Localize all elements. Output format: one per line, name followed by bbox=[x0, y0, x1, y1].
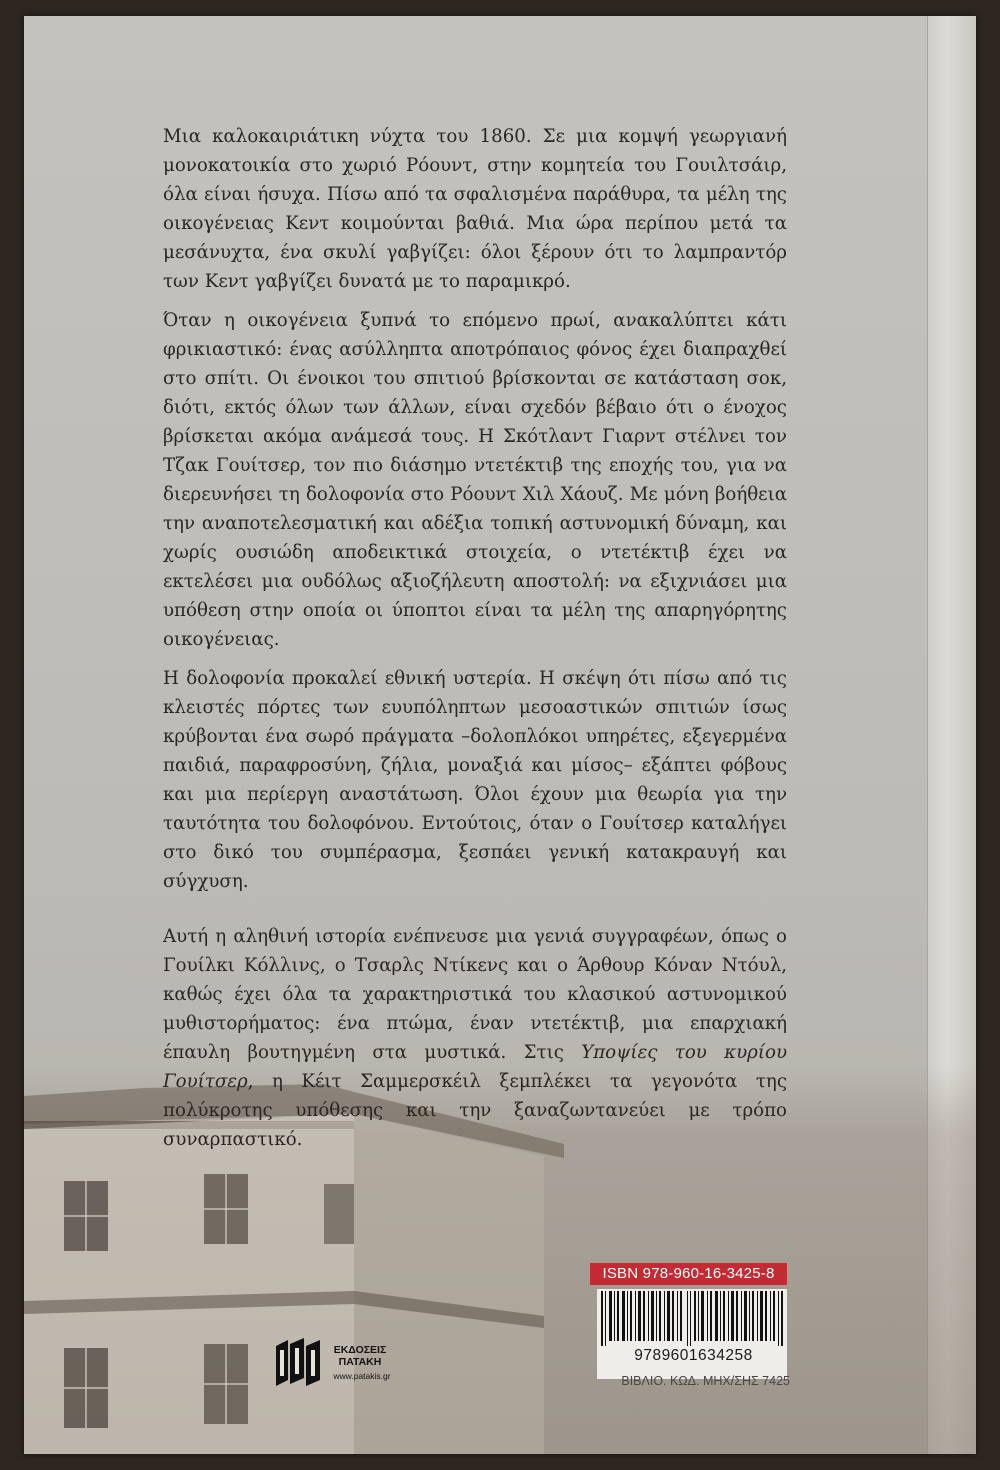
blurb-paragraph: Η δολοφονία προκαλεί εθνική υστερία. Η σκέψη ότι πίσω από τις κλειστές πόρτες των ευυπόληπτων μεσοαστικών σπιτιών ίσως κρύβονται ένα σωρό πράγματα –δολοπλόκοι υπηρέτες, εξεγερμένα παιδιά, παραφροσύνη, ζήλια, μοναξιά και μίσος– εξάπτει φόβους και μια περίεργη αναστάτωση. Όλοι έχουν μια θεωρία για την ταυτότητα του δολοφόνου. Εντούτοις, όταν ο Γουίτσερ καταλήγει στο δικό του συμπέρασμα, ξεσπάει γενική κατακραυγή και σύγχυση. bbox=[163, 668, 787, 892]
barcode-number: 9789601634258 bbox=[601, 1346, 786, 1366]
blurb-paragraph: Μια καλοκαιριάτικη νύχτα του 1860. Σε μια κομψή γεωργιανή μονοκατοικία στο χωριό Ρόουντ, στην κομητεία του Γουιλτσάιρ, όλα είναι ήσυχα. Πίσω από τα σφαλισμένα παράθυρα, τα μέλη της οικογένειας Κεντ κοιμούνται βαθιά. Μια ώρα περίπου μετά τα μεσάνυχτα, ένα σκυλί γαβγίζει: όλοι ξέρουν ότι το λαμπραντόρ των Κεντ γαβγίζει δυνατά με το παραμικρό. bbox=[163, 126, 787, 292]
catalog-code: ΒΙΒΛΙΟ. ΚΩΔ. ΜΗΧ/ΣΗΣ 7425 bbox=[621, 1374, 790, 1388]
isbn-label: ISBN 978-960-16-3425-8 bbox=[590, 1263, 787, 1285]
barcode-bars-icon bbox=[597, 1289, 787, 1347]
publisher-name-line2: ΠΑΤΑΚΗ bbox=[338, 1356, 382, 1368]
publisher-name bbox=[330, 1344, 390, 1368]
book-title: Υποψίες του κυρίου Γουίτσερ bbox=[163, 1042, 787, 1092]
closing-text-end: , η Κέιτ Σαμμερσκέιλ ξεμπλέκει τα γεγονότα της πολύκροτης υπόθεσης και την ξαναζωντανεύει με τρόπο συναρπαστικό. bbox=[163, 1071, 787, 1150]
blurb-closing-paragraph bbox=[163, 922, 787, 1154]
blurb-paragraph: Όταν η οικογένεια ξυπνά το επόμενο πρωί, ανακαλύπτει κάτι φρικιαστικό: ένας ασύλληπτα αποτρόπαιος φόνος έχει διαπραχθεί στο σπίτι. Οι ένοικοι του σπιτιού βρίσκονται σε κατάσταση σοκ, διότι, εκτός όλων των άλλων, είναι σχεδόν βέβαιο ότι ο ένοχος βρίσκεται ακόμα ανάμεσά τους. Η Σκότλαντ Γιαρντ στέλνει τον Τζακ Γουίτσερ, τον πιο διάσημο ντετέκτιβ της εποχής του, για να διερευνήσει τη δολοφονία στο Ρόουντ Χιλ Χάουζ. Με μόνη βοήθεια την αναποτελεσματική και αδέξια τοπική αστυνομική δύναμη, και χωρίς ουσιώδη αποδεικτικά στοιχεία, ο ντετέκτιβ έχει να εκτελέσει μια ουδόλως αξιοζήλευτη αποστολή: να εξιχνιάσει μια υπόθεση στην οποία οι ύποπτοι είναι τα μέλη της απαρηγόρητης οικογένειας. bbox=[163, 310, 787, 650]
publisher-name-line1: ΕΚΔΟΣΕΙΣ bbox=[333, 1344, 387, 1356]
blurb-text bbox=[163, 122, 787, 1164]
closing-text-start: Αυτή η αληθινή ιστορία ενέπνευσε μια γενιά συγγραφέων, όπως ο Γουίλκι Κόλλινς, ο Τσαρλς Ντίκενς και ο Άρθουρ Κόναν Ντόυλ, καθώς έχει όλα τα χαρακτηριστικά του κλασικού αστυνομικού μυθιστορήματος: ένα πτώμα, έναν ντετέκτιβ, μια επαρχιακή έπαυλη βουτηγμένη στα μυστικά. Στις bbox=[163, 926, 787, 1063]
publisher-url: www.patakis.gr bbox=[333, 1371, 391, 1381]
back-cover bbox=[24, 16, 976, 1454]
